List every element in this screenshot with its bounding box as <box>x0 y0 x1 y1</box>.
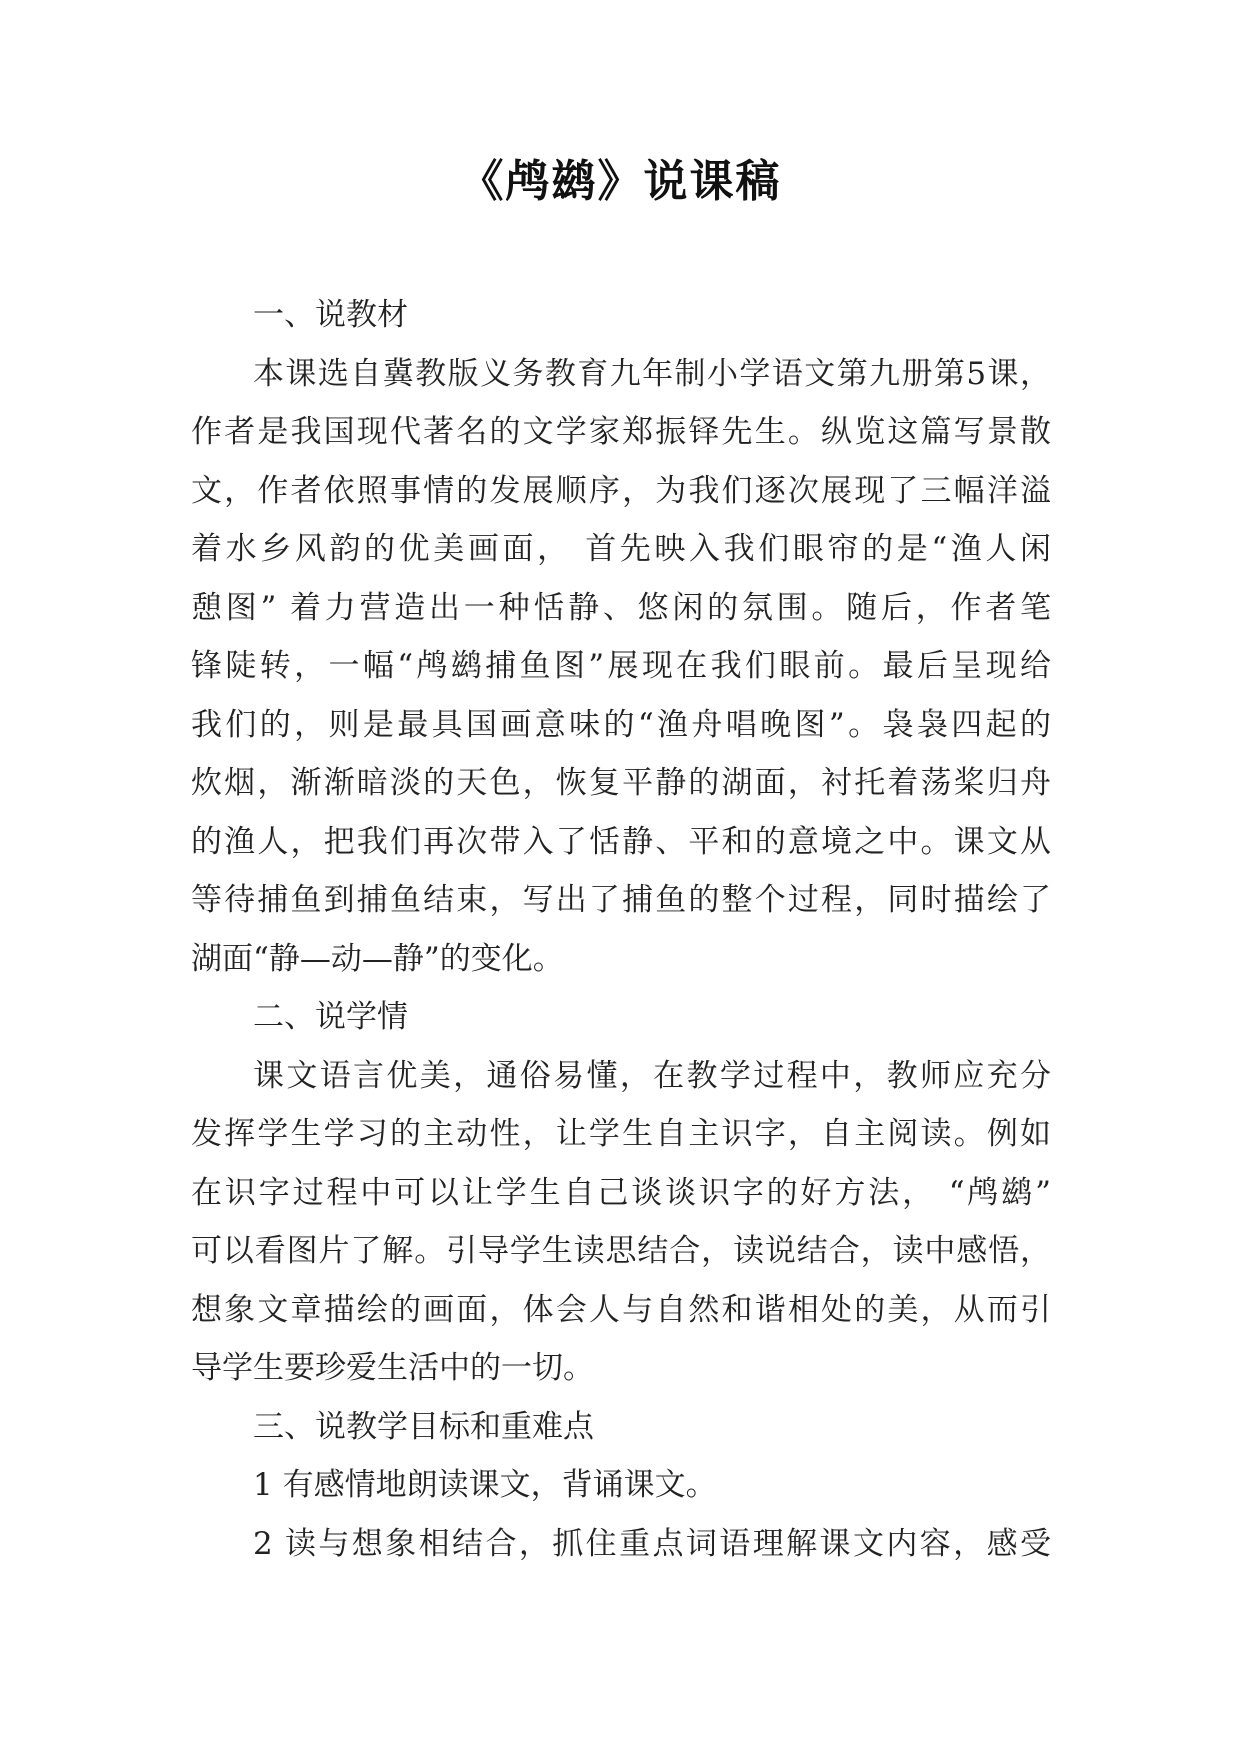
paragraph-line: 导学生要珍爱生活中的一切。 <box>191 1350 594 1386</box>
paragraph-line: 炊烟，渐渐暗淡的天色，恢复平静的湖面，衬托着荡桨归舟 <box>191 765 1051 801</box>
paragraph-line: 憩图” 着力营造出一种恬静、悠闲的氛围。随后，作者笔 <box>191 589 1051 626</box>
section-heading-goals: 三、说教学目标和重难点 <box>253 1408 594 1445</box>
paragraph-line: 在识字过程中可以让学生自己谈谈识字的好方法， “鸬鹚” <box>191 1174 1051 1211</box>
paragraph-line: 发挥学生学习的主动性，让学生自主识字，自主阅读。例如 <box>191 1116 1051 1152</box>
section-heading-students: 二、说学情 <box>253 999 408 1035</box>
paragraph-line: 的渔人，把我们再次带入了恬静、平和的意境之中。课文从 <box>191 823 1051 860</box>
paragraph-line: 可以看图片了解。引导学生读思结合，读说结合，读中感悟， <box>191 1233 1051 1269</box>
document-title: 《鸬鹚》说课稿 <box>459 156 782 207</box>
goal-item-1: 1 有感情地朗读课文，背诵课文。 <box>253 1467 717 1503</box>
paragraph-line: 等待捕鱼到捕鱼结束，写出了捕鱼的整个过程，同时描绘了 <box>191 882 1051 918</box>
paragraph-line: 课文语言优美，通俗易懂，在教学过程中，教师应充分 <box>253 1057 1051 1094</box>
section-heading-textbook: 一、说教材 <box>253 297 408 333</box>
paragraph-line: 着水乡风韵的优美画面， 首先映入我们眼帘的是“渔人闲 <box>191 531 1051 567</box>
paragraph-line: 本课选自冀教版义务教育九年制小学语文第九册第5课， <box>253 355 1051 392</box>
paragraph-line: 我们的，则是最具国画意味的“渔舟唱晚图”。袅袅四起的 <box>191 706 1051 743</box>
paragraph-line: 文，作者依照事情的发展顺序，为我们逐次展现了三幅洋溢 <box>191 472 1051 509</box>
paragraph-line: 想象文章描绘的画面，体会人与自然和谐相处的美，从而引 <box>191 1291 1051 1328</box>
paragraph-line: 湖面“静—动—静”的变化。 <box>191 940 564 977</box>
paragraph-line: 锋陡转，一幅“鸬鹚捕鱼图”展现在我们眼前。最后呈现给 <box>191 648 1051 684</box>
goal-item-2: 2 读与想象相结合，抓住重点词语理解课文内容，感受 <box>253 1525 1051 1562</box>
paragraph-line: 作者是我国现代著名的文学家郑振铎先生。纵览这篇写景散 <box>191 414 1051 450</box>
document-body <box>191 286 1051 1573</box>
